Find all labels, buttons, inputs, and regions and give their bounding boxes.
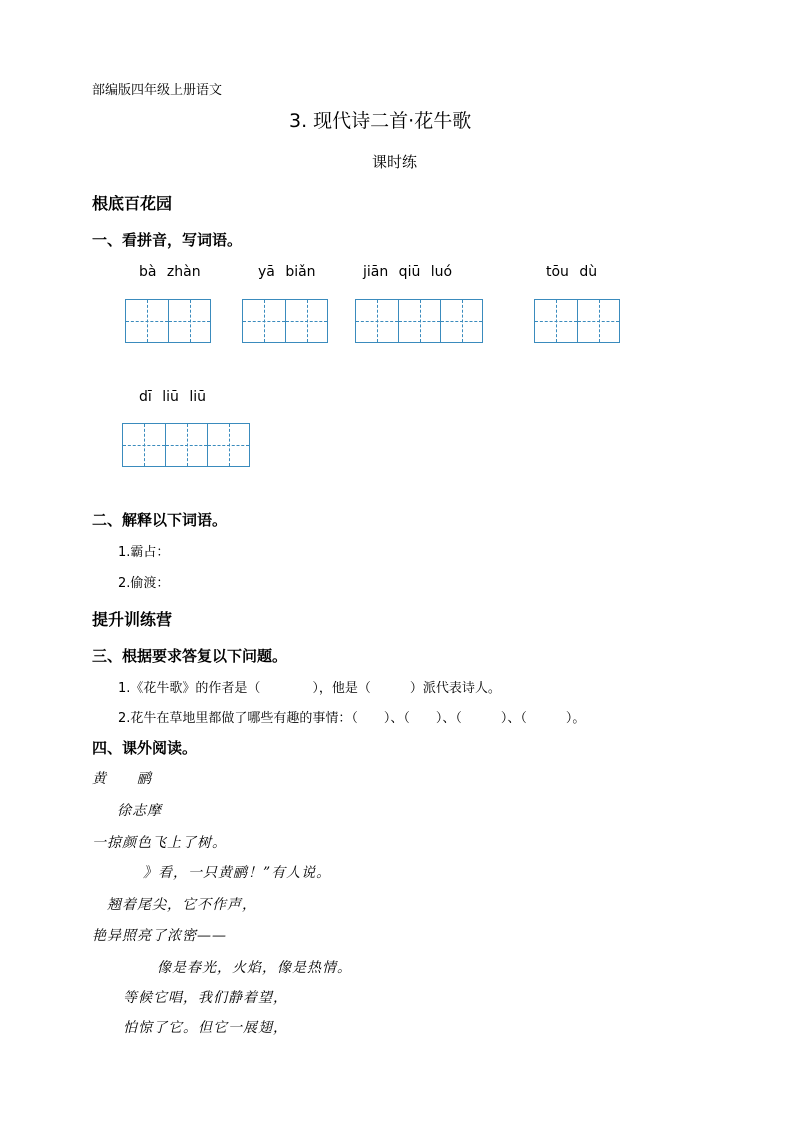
poem-title: 黄 鹂 xyxy=(92,771,152,787)
pinyin-word-4: tōu dù xyxy=(546,264,598,280)
poem-line: 翘着尾尖，它不作声， xyxy=(107,897,257,913)
grid-cell[interactable] xyxy=(207,424,249,466)
grid-cell[interactable] xyxy=(440,300,482,342)
poem-author: 徐志摩 xyxy=(117,803,162,819)
pinyin-word-2: yā biǎn xyxy=(258,264,316,280)
book-label: 部编版四年级上册语文 xyxy=(92,83,223,98)
definition-item-2: 2.偷渡： xyxy=(118,576,170,591)
poem-line: 》看，一只黄鹂！”有人说。 xyxy=(143,865,332,881)
poem-line: 一掠颜色飞上了树。 xyxy=(92,835,227,851)
question-4-heading: 四、课外阅读。 xyxy=(92,739,198,757)
poem-line: 等候它唱，我们静着望， xyxy=(123,990,288,1006)
section-title-basics: 根底百花园 xyxy=(92,194,173,213)
grid-cell[interactable] xyxy=(123,424,165,466)
grid-cell[interactable] xyxy=(535,300,577,342)
grid-cell[interactable] xyxy=(356,300,398,342)
grid-cell[interactable] xyxy=(165,424,207,466)
answer-item-1: 1.《花牛歌》的作者是（ ），他是（ ）派代表诗人。 xyxy=(118,681,501,696)
pinyin-word-3: jiān qiū luó xyxy=(363,264,453,280)
grid-cell[interactable] xyxy=(168,300,210,342)
definition-item-1: 1.霸占： xyxy=(118,545,170,560)
grid-cell[interactable] xyxy=(126,300,168,342)
answer-item-2: 2.花牛在草地里都做了哪些有趣的事情：（ ）、（ ）、（ ）、（ ）。 xyxy=(118,711,586,726)
question-1-heading: 一、看拼音，写词语。 xyxy=(92,231,243,249)
question-3-heading: 三、根据要求答复以下问题。 xyxy=(92,647,288,665)
pinyin-word-1: bà zhàn xyxy=(139,264,201,280)
grid-cell[interactable] xyxy=(243,300,285,342)
writing-grid-1[interactable] xyxy=(125,299,211,343)
writing-grid-2[interactable] xyxy=(242,299,328,343)
grid-cell[interactable] xyxy=(285,300,327,342)
writing-grid-5[interactable] xyxy=(122,423,250,467)
page-title: 3. 现代诗二首·花牛歌 xyxy=(289,110,472,132)
poem-line: 像是春光，火焰，像是热情。 xyxy=(157,960,352,976)
pinyin-word-5: dī liū liū xyxy=(139,389,206,405)
poem-line: 怕惊了它。但它一展翅， xyxy=(123,1020,288,1036)
question-2-heading: 二、解释以下词语。 xyxy=(92,511,228,529)
writing-grid-3[interactable] xyxy=(355,299,483,343)
page-subtitle: 课时练 xyxy=(372,153,418,171)
poem-line: 艳异照亮了浓密—— xyxy=(92,928,227,944)
grid-cell[interactable] xyxy=(577,300,619,342)
grid-cell[interactable] xyxy=(398,300,440,342)
section-title-advanced: 提升训练营 xyxy=(92,610,173,629)
writing-grid-4[interactable] xyxy=(534,299,620,343)
